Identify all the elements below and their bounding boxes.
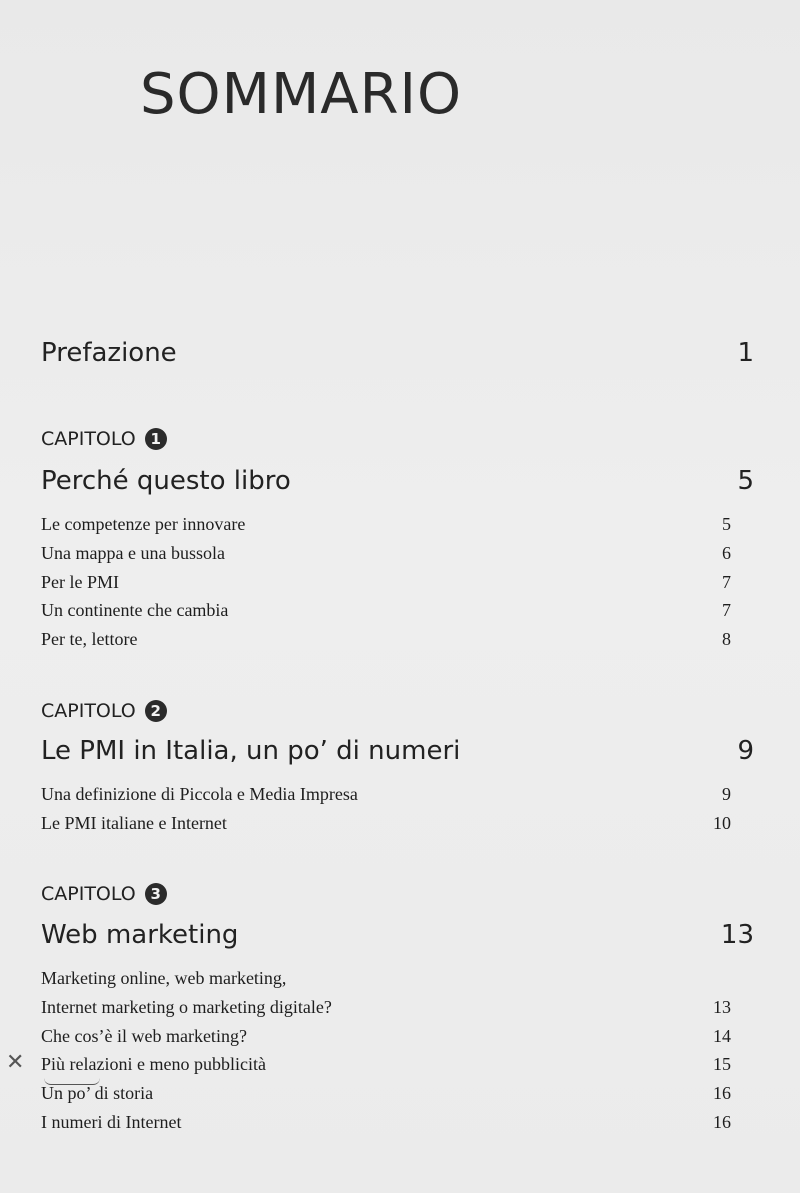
toc-entry xyxy=(41,596,731,625)
chapter-2-page-number: 9 xyxy=(737,736,754,766)
entry-title: Più relazioni e meno pubblicità xyxy=(41,1054,266,1075)
toc-entry xyxy=(41,1050,731,1079)
entry-page-number: 6 xyxy=(722,542,731,563)
toc-entry xyxy=(41,964,731,993)
chapter-2-heading xyxy=(41,700,167,722)
entry-page-number: 7 xyxy=(722,600,731,621)
toc-entry xyxy=(41,1108,731,1137)
chapter-1-title: Perché questo libro xyxy=(41,466,291,496)
chapter-1-page-number: 5 xyxy=(737,466,754,496)
toc-entry xyxy=(41,1079,731,1108)
entry-title: Che cos’è il web marketing? xyxy=(41,1025,247,1046)
chapter-label: CAPITOLO xyxy=(41,428,136,450)
toc-entry xyxy=(41,993,731,1022)
chapter-number-badge: 3 xyxy=(145,883,167,905)
chapter-3-title: Web marketing xyxy=(41,920,239,950)
chapter-3-heading xyxy=(41,883,167,905)
entry-page-number: 15 xyxy=(713,1054,731,1075)
entry-title: Internet marketing o marketing digitale? xyxy=(41,996,332,1017)
entry-page-number: 8 xyxy=(722,629,731,650)
entry-title: Per te, lettore xyxy=(41,629,138,650)
entry-page-number: 16 xyxy=(713,1083,731,1104)
preface-page-number: 1 xyxy=(737,338,754,368)
entry-page-number: 16 xyxy=(713,1111,731,1132)
chapter-3-page-number: 13 xyxy=(720,920,754,950)
toc-entry xyxy=(41,568,731,597)
chapter-1-entries xyxy=(41,510,731,654)
pencil-cross-mark: ✕ xyxy=(6,1050,25,1075)
chapter-number-badge: 2 xyxy=(145,700,167,722)
toc-entry xyxy=(41,625,731,654)
entry-title: Una mappa e una bussola xyxy=(41,542,225,563)
chapter-label: CAPITOLO xyxy=(41,700,136,722)
entry-page-number xyxy=(691,964,731,993)
entry-title: Le PMI italiane e Internet xyxy=(41,812,227,833)
preface-title: Prefazione xyxy=(41,338,177,368)
toc-entry xyxy=(41,539,731,568)
toc-entry xyxy=(41,510,731,539)
entry-title: Un po’ di storia xyxy=(41,1083,154,1104)
entry-title: Un continente che cambia xyxy=(41,600,229,621)
chapter-1-heading xyxy=(41,428,167,450)
pencil-underline-mark xyxy=(44,1078,100,1085)
chapter-label: CAPITOLO xyxy=(41,883,136,905)
toc-entry xyxy=(41,1022,731,1051)
entry-page-number: 10 xyxy=(713,812,731,833)
chapter-2-title: Le PMI in Italia, un po’ di numeri xyxy=(41,736,461,766)
entry-page-number: 7 xyxy=(722,571,731,592)
entry-page-number: 9 xyxy=(722,784,731,804)
chapter-3-entries xyxy=(41,964,731,1137)
entry-title: Per le PMI xyxy=(41,571,119,592)
entry-title: Marketing online, web marketing, xyxy=(41,968,287,988)
entry-title: Una definizione di Piccola e Media Impresa xyxy=(41,784,358,804)
chapter-2-entries xyxy=(41,780,731,838)
entry-page-number: 14 xyxy=(713,1025,731,1046)
entry-page-number: 13 xyxy=(713,996,731,1017)
page-title: SOMMARIO xyxy=(140,62,463,127)
entry-page-number: 5 xyxy=(722,514,731,534)
toc-entry xyxy=(41,809,731,838)
toc-entry xyxy=(41,780,731,809)
entry-title: Le competenze per innovare xyxy=(41,514,246,534)
entry-title: I numeri di Internet xyxy=(41,1111,182,1132)
chapter-number-badge: 1 xyxy=(145,428,167,450)
